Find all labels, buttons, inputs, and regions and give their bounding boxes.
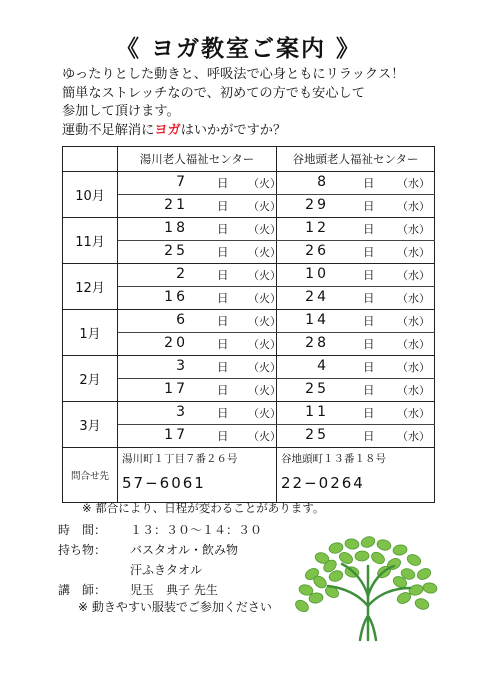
day-number: 4 (317, 358, 329, 374)
venue-2-address: 谷地頭町１３番１８号 (281, 453, 386, 465)
weekday: （火） (248, 292, 281, 305)
venue-1-date (118, 241, 281, 264)
weekday: （水） (397, 384, 430, 397)
day-unit: 日 (217, 291, 229, 305)
intro-line-1: ゆったりとした動きと、呼吸法で心身ともにリラックス！ (62, 67, 405, 82)
venue-2-date (277, 310, 435, 333)
day-number: 14 (305, 312, 329, 328)
weekday: （水） (397, 407, 430, 420)
venue-1-date (118, 264, 281, 287)
table-row (63, 264, 435, 287)
items-label: 持ち物： (58, 543, 107, 557)
day-unit: 日 (217, 176, 229, 190)
day-unit: 日 (363, 337, 375, 351)
day-unit: 日 (363, 429, 375, 443)
contact-label: 問合せ先 (63, 448, 118, 503)
table-row (63, 379, 435, 402)
month-label: 2月 (63, 356, 118, 402)
month-label: 10月 (63, 172, 118, 218)
weekday: （火） (248, 246, 281, 259)
venue-2-date (277, 425, 435, 448)
day-number: 16 (164, 289, 188, 305)
weekday: （水） (397, 292, 430, 305)
items-row (58, 540, 239, 560)
day-unit: 日 (217, 245, 229, 259)
month-label: 1月 (63, 310, 118, 356)
venue-1-address: 湯川町１丁目７番２６号 (122, 453, 238, 465)
day-number: 25 (305, 381, 329, 397)
day-unit: 日 (363, 383, 375, 397)
day-number: 3 (176, 404, 188, 420)
weekday: （火） (248, 338, 281, 351)
table-row (63, 425, 435, 448)
day-number: 12 (305, 220, 329, 236)
weekday: （水） (397, 177, 430, 190)
venue-1-header: 湯川老人福祉センター (118, 147, 277, 172)
items-row-2 (58, 560, 203, 580)
table-row (63, 218, 435, 241)
contact-row (63, 448, 435, 503)
weekday: （火） (248, 407, 281, 420)
venue-1-date (118, 218, 281, 241)
table-row (63, 402, 435, 425)
day-unit: 日 (363, 360, 375, 374)
weekday: （火） (248, 177, 281, 190)
day-unit: 日 (217, 383, 229, 397)
schedule-note: ※ 都合により、日程が変わることがあります。 (82, 501, 325, 515)
day-unit: 日 (217, 199, 229, 213)
table-row (63, 333, 435, 356)
venue-2-date (277, 333, 435, 356)
intro-line-4-post: はいかがですか？ (180, 122, 287, 138)
intro-line-3: 参加して頂けます。 (62, 104, 180, 119)
day-number: 25 (164, 243, 188, 259)
table-row (63, 287, 435, 310)
venue-2-date (277, 218, 435, 241)
intro-line-4-pre: 運動不足解消に (62, 122, 155, 138)
day-unit: 日 (217, 268, 229, 282)
day-unit: 日 (363, 291, 375, 305)
clothing-note: ※ 動きやすい服装でご参加ください (78, 600, 272, 614)
venue-1-date (118, 172, 281, 195)
day-number: 26 (305, 243, 329, 259)
table-row (63, 172, 435, 195)
table-row (63, 195, 435, 218)
day-number: 18 (164, 220, 188, 236)
instructor-row (58, 580, 218, 600)
table-header-row (63, 147, 435, 172)
venue-2-date (277, 287, 435, 310)
venue-2-header: 谷地頭老人福祉センター (277, 147, 435, 172)
weekday: （火） (248, 384, 281, 397)
venue-2-date (277, 379, 435, 402)
day-number: 17 (164, 381, 188, 397)
venue-2-phone: 22−0264 (281, 474, 365, 492)
time-value: １３：３０〜１４：３０ (130, 523, 263, 537)
day-unit: 日 (217, 222, 229, 236)
intro-line-4 (62, 122, 404, 141)
day-unit: 日 (217, 360, 229, 374)
weekday: （水） (397, 223, 430, 236)
instructor-value: 児玉 典子 先生 (130, 583, 218, 597)
page-title: 《 ヨガ教室ご案内 》 (115, 36, 361, 62)
weekday: （水） (397, 338, 430, 351)
venue-1-phone: 57−6061 (122, 474, 206, 492)
venue-1-contact (118, 448, 277, 503)
items-value-2: 汗ふきタオル (130, 563, 203, 577)
venue-1-date (118, 425, 281, 448)
day-unit: 日 (363, 406, 375, 420)
day-unit: 日 (363, 176, 375, 190)
day-number: 29 (305, 197, 329, 213)
day-number: 28 (305, 335, 329, 351)
month-label: 11月 (63, 218, 118, 264)
weekday: （水） (397, 315, 430, 328)
table-row (63, 356, 435, 379)
day-number: 25 (305, 427, 329, 443)
day-unit: 日 (363, 222, 375, 236)
yoga-highlight: ヨガ (154, 122, 181, 138)
venue-2-date (277, 172, 435, 195)
weekday: （火） (248, 200, 281, 213)
table-row (63, 241, 435, 264)
day-unit: 日 (363, 268, 375, 282)
weekday: （火） (248, 269, 281, 282)
table-row (63, 310, 435, 333)
month-label: 3月 (63, 402, 118, 448)
day-number: 6 (176, 312, 188, 328)
items-value-1: バスタオル・飲み物 (130, 543, 239, 557)
time-row (58, 520, 263, 540)
day-unit: 日 (363, 245, 375, 259)
intro-line-2: 簡単なストレッチなので、初めての方でも安心して (62, 85, 365, 101)
tree-illustration-icon (292, 536, 442, 646)
venue-2-date (277, 241, 435, 264)
instructor-label: 講 師： (58, 583, 107, 597)
day-number: 7 (176, 174, 188, 190)
weekday: （水） (397, 269, 430, 282)
venue-1-date (118, 310, 281, 333)
day-number: 3 (176, 358, 188, 374)
weekday: （火） (248, 315, 281, 328)
day-number: 17 (164, 427, 188, 443)
info-block (58, 520, 263, 600)
day-unit: 日 (363, 314, 375, 328)
weekday: （水） (397, 246, 430, 259)
month-label: 12月 (63, 264, 118, 310)
venue-1-date (118, 195, 281, 218)
weekday: （火） (248, 361, 281, 374)
day-number: 2 (176, 266, 188, 282)
day-unit: 日 (217, 406, 229, 420)
day-number: 21 (164, 197, 188, 213)
day-number: 20 (164, 335, 188, 351)
time-label: 時 間： (58, 523, 107, 537)
weekday: （火） (248, 430, 281, 443)
day-number: 10 (305, 266, 329, 282)
day-unit: 日 (363, 199, 375, 213)
weekday: （火） (248, 223, 281, 236)
header-corner (63, 147, 118, 172)
venue-2-date (277, 195, 435, 218)
venue-1-date (118, 379, 281, 402)
weekday: （水） (397, 361, 430, 374)
day-number: 24 (305, 289, 329, 305)
venue-2-date (277, 356, 435, 379)
day-number: 11 (305, 404, 329, 420)
venue-1-date (118, 287, 281, 310)
weekday: （水） (397, 430, 430, 443)
intro-text (62, 66, 404, 140)
venue-2-date (277, 264, 435, 287)
venue-2-date (277, 402, 435, 425)
venue-1-date (118, 356, 281, 379)
day-unit: 日 (217, 314, 229, 328)
venue-1-date (118, 402, 281, 425)
schedule-table (62, 146, 435, 503)
venue-1-date (118, 333, 281, 356)
venue-2-contact (277, 448, 435, 503)
day-unit: 日 (217, 337, 229, 351)
weekday: （水） (397, 200, 430, 213)
day-number: 8 (317, 174, 329, 190)
day-unit: 日 (217, 429, 229, 443)
